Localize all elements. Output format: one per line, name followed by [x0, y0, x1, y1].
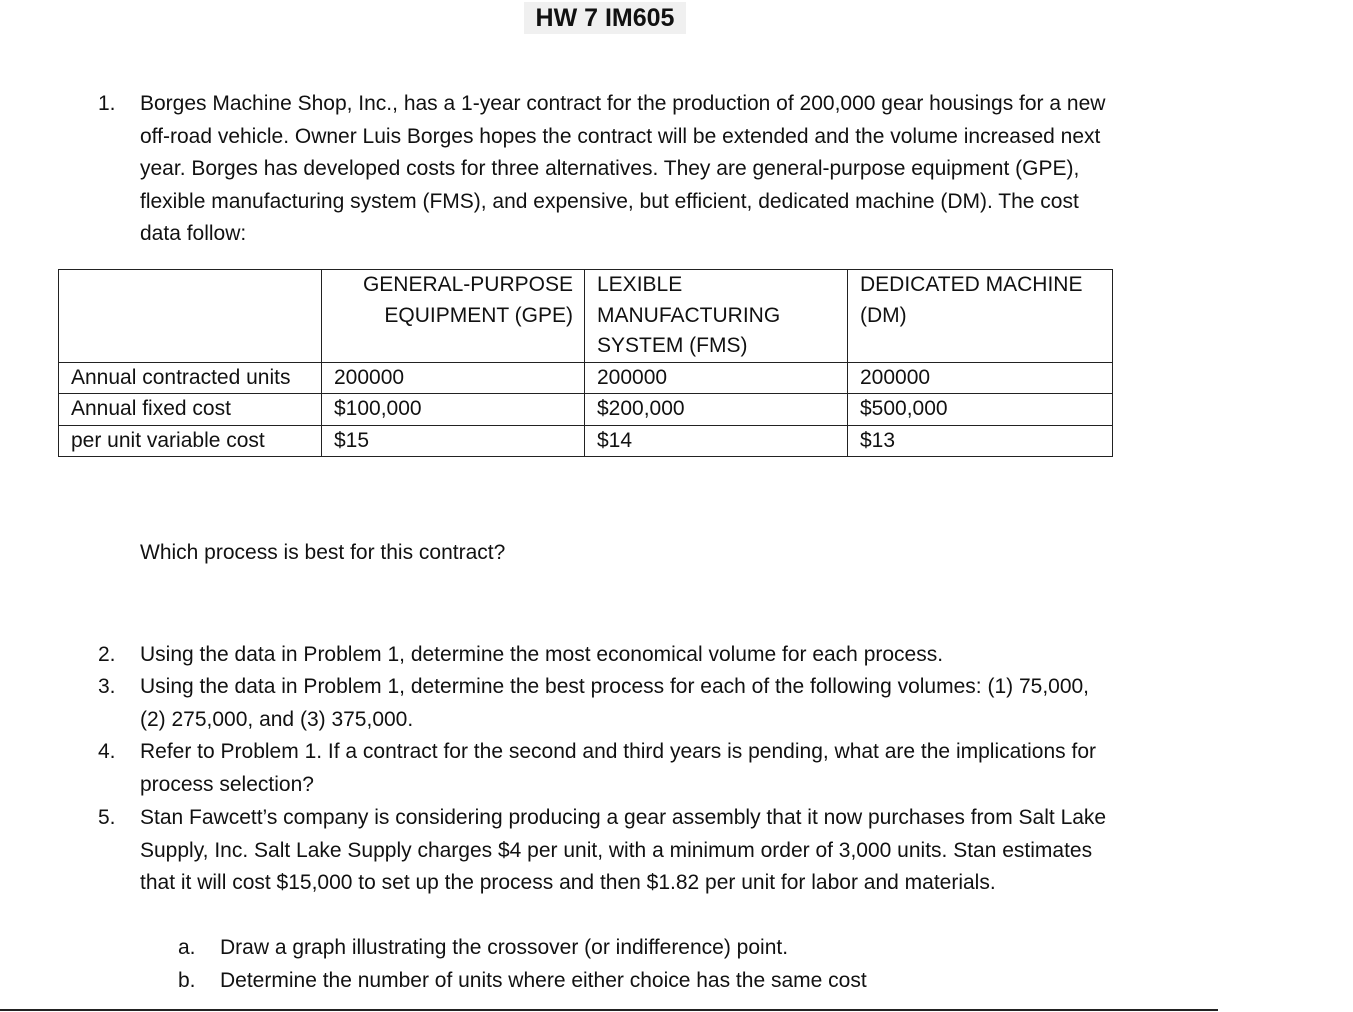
table-cell: $100,000 — [322, 394, 585, 426]
bottom-divider — [0, 1009, 1218, 1011]
table-cell: 200000 — [585, 362, 848, 394]
subitem-text: Draw a graph illustrating the crossover (or indifference) point. — [220, 936, 789, 959]
problem-text: Borges Machine Shop, Inc., has a 1-year contract for the production of 200,000 gear housings for a new off-road vehicle. Owner Luis Borges hopes the contract will be extended and the volume increased next year. Borges has developed costs for three alternatives. They are general-purpose equipment (GPE), flexible manufacturing system (FMS), and expensive, but efficient, dedicated machine (DM). The cost data follow: — [140, 92, 1106, 245]
problem-2 — [98, 639, 1118, 672]
subitem-letter: b. — [178, 969, 196, 992]
table-row-label: Annual contracted units — [59, 362, 322, 394]
problem-text: Using the data in Problem 1, determine the best process for each of the following volumes: (1) 75,000, (2) 275,000, and (3) 375,000. — [140, 675, 1090, 731]
table-cell: $15 — [322, 425, 585, 457]
problem-number: 5. — [98, 806, 116, 829]
table-row — [59, 394, 1113, 426]
problem-number: 2. — [98, 643, 116, 666]
table-header-cell: LEXIBLE MANUFACTURING SYSTEM (FMS) — [585, 270, 848, 363]
problem-3 — [98, 671, 1118, 736]
problem-number: 4. — [98, 740, 116, 763]
table-row-label: Annual fixed cost — [59, 394, 322, 426]
problem-1 — [98, 88, 1118, 251]
subitem-a — [178, 932, 1078, 965]
problem-number: 3. — [98, 675, 116, 698]
table-cell: $13 — [848, 425, 1113, 457]
problem-text: Using the data in Problem 1, determine the most economical volume for each process. — [140, 643, 944, 666]
problem-4 — [98, 736, 1118, 801]
table-row — [59, 425, 1113, 457]
table-header-cell: DEDICATED MACHINE (DM) — [848, 270, 1113, 363]
subitem-b — [178, 965, 1078, 998]
problem-number: 1. — [98, 92, 116, 115]
cost-table — [58, 269, 1113, 457]
table-row — [59, 362, 1113, 394]
table-cell: $200,000 — [585, 394, 848, 426]
table-cell: 200000 — [322, 362, 585, 394]
table-header-row — [59, 270, 1113, 363]
subitem-letter: a. — [178, 936, 196, 959]
problem-text: Refer to Problem 1. If a contract for the second and third years is pending, what are the implications for process selection? — [140, 740, 1096, 796]
subitem-text: Determine the number of units where either choice has the same cost — [220, 969, 867, 992]
table-cell: $500,000 — [848, 394, 1113, 426]
problem-5 — [98, 802, 1118, 900]
table-cell: 200000 — [848, 362, 1113, 394]
problem-text: Stan Fawcett’s company is considering producing a gear assembly that it now purchases from Salt Lake Supply, Inc. Salt Lake Supply charges $4 per unit, with a minimum order of 3,000 units. Stan estimates that it will cost $15,000 to set up the process and then $1.82 per unit for labor and materials. — [140, 806, 1107, 894]
table-header-cell — [59, 270, 322, 363]
table-cell: $14 — [585, 425, 848, 457]
table-row-label: per unit variable cost — [59, 425, 322, 457]
page-title: HW 7 IM605 — [524, 2, 686, 34]
question-1: Which process is best for this contract? — [140, 541, 506, 564]
table-header-cell: GENERAL-PURPOSE EQUIPMENT (GPE) — [322, 270, 585, 363]
